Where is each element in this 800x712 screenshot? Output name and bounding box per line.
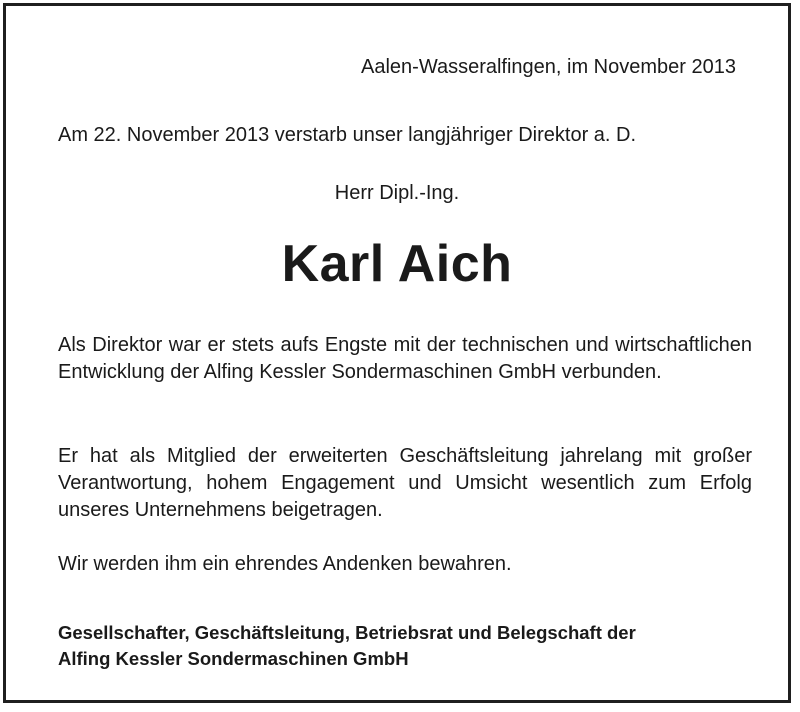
- intro-text: Am 22. November 2013 verstarb unser langjähriger Direktor a. D.: [58, 124, 637, 146]
- signature-line-1: Gesellschafter, Geschäftsleitung, Betriebsrat und Belegschaft der: [58, 622, 636, 643]
- honorific-title: Herr Dipl.-Ing.: [334, 182, 460, 204]
- obituary-notice: [3, 3, 791, 703]
- deceased-name: Karl Aich: [281, 235, 513, 293]
- paragraph-merits: Er hat als Mitglied der erweiterten Geschäftsleitung jahrelang mit großer Verantwortung, hohem Engagement und Umsicht wesentlich zum Erfolg unseres Unternehmens beigetragen.: [58, 445, 752, 521]
- paragraph-career: Als Direktor war er stets aufs Engste mit der technischen und wirtschaftlichen Entwicklung der Alfing Kessler Sondermaschinen GmbH verbunden.: [58, 334, 752, 383]
- paragraph-remembrance: Wir werden ihm ein ehrendes Andenken bewahren.: [58, 553, 512, 575]
- signature-block: [58, 620, 758, 672]
- signature-line-2: Alfing Kessler Sondermaschinen GmbH: [58, 648, 409, 669]
- place-date: Aalen-Wasseralfingen, im November 2013: [361, 56, 736, 78]
